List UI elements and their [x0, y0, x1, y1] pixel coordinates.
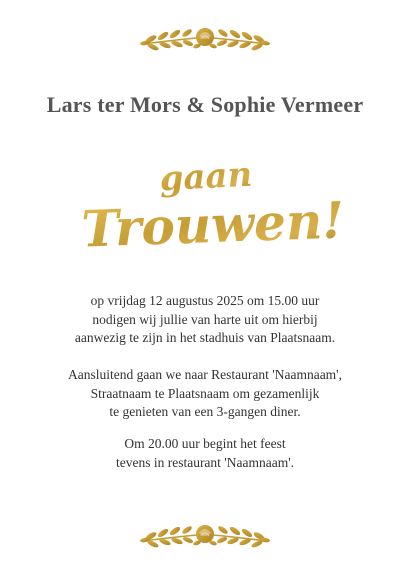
text-line: op vrijdag 12 augustus 2025 om 15.00 uur	[90, 293, 320, 308]
laurel-rose-icon	[135, 18, 275, 58]
couple-names: Lars ter Mors & Sophie Vermeer	[46, 92, 364, 117]
text-line: Aansluitend gaan we naar Restaurant 'Naamnaam',	[67, 367, 342, 382]
text-line: nodigen wij jullie van harte uit om hierbij	[92, 311, 318, 327]
text-line: tevens in restaurant 'Naamnaam'.	[115, 454, 295, 470]
text-line: te genieten van een 3-gangen diner.	[109, 404, 301, 419]
laurel-rose-icon	[135, 515, 275, 555]
headline	[0, 150, 410, 260]
headline-small: gaan	[158, 154, 254, 200]
text-line: Straatnaam te Plaatsnaam om gezamenlijk	[90, 385, 320, 401]
text-line: aanwezig te zijn in het stadhuis van Plaatsnaam.	[74, 330, 336, 345]
headline-large: Trouwen!	[80, 190, 346, 259]
paragraph-party	[0, 435, 410, 472]
paragraph-dinner	[0, 366, 410, 422]
paragraph-ceremony	[0, 292, 410, 348]
text-line: Om 20.00 uur begint het feest	[124, 436, 286, 451]
